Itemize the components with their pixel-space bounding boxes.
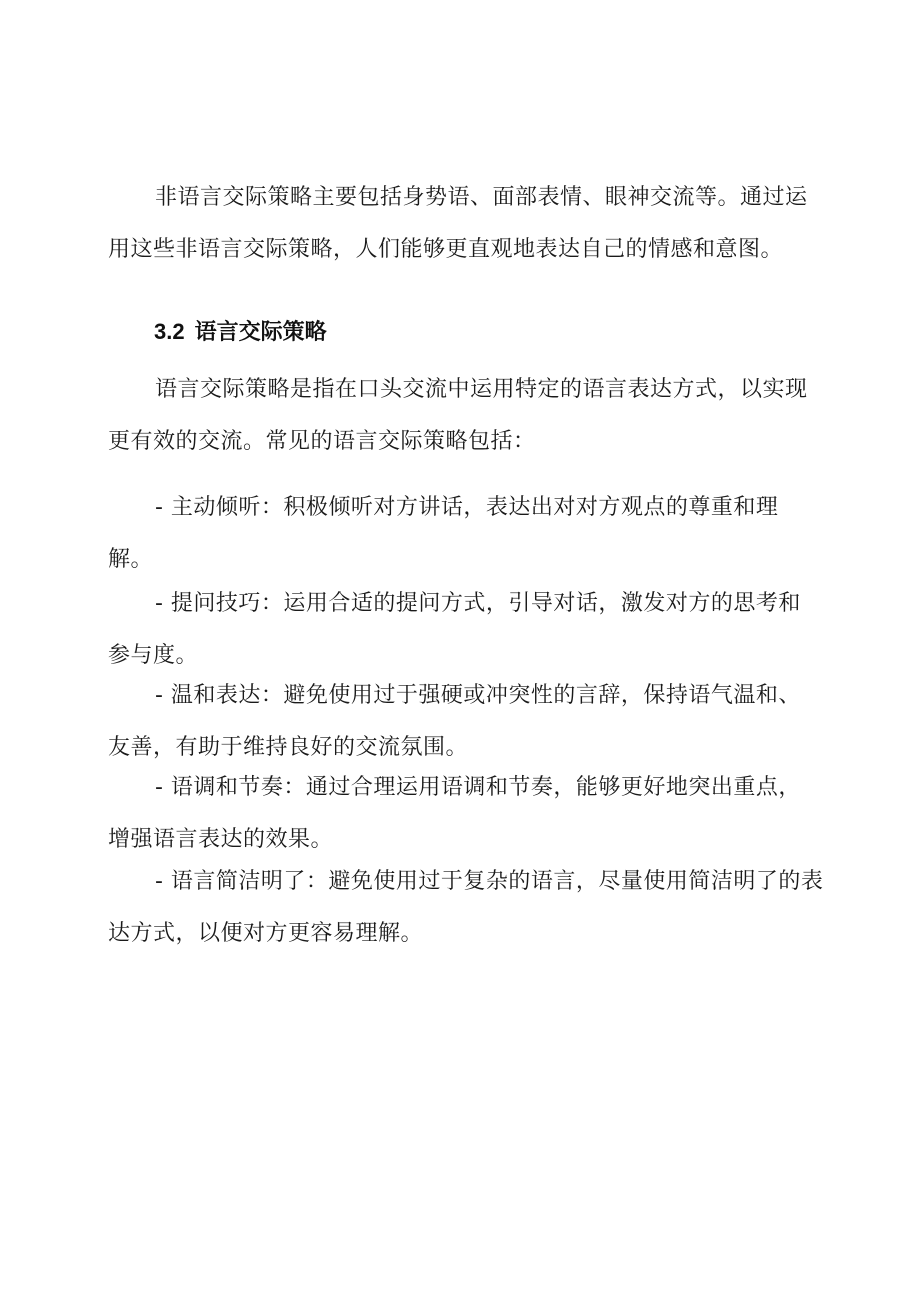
paragraph-verbal-strategies-intro: 语言交际策略是指在口头交流中运用特定的语言表达方式，以实现更有效的交流。常见的语言交际策略包括： xyxy=(108,377,808,454)
list-item-tone-and-rhythm: - 语调和节奏：通过合理运用语调和节奏，能够更好地突出重点，增强语言表达的效果。 xyxy=(108,775,801,852)
section-number: 3.2 xyxy=(154,319,185,344)
section-heading xyxy=(154,312,327,353)
list-item-questioning-skills: - 提问技巧：运用合适的提问方式，引导对话，激发对方的思考和参与度。 xyxy=(108,591,801,668)
list-item-gentle-expression: - 温和表达：避免使用过于强硬或冲突性的言辞，保持语气温和、友善，有助于维持良好的交流氛围。 xyxy=(108,683,801,760)
list-item-active-listening: - 主动倾听：积极倾听对方讲话，表达出对对方观点的尊重和理解。 xyxy=(108,495,779,572)
section-title: 语言交际策略 xyxy=(194,320,327,345)
paragraph-nonverbal-strategies: 非语言交际策略主要包括身势语、面部表情、眼神交流等。通过运用这些非语言交际策略，人们能够更直观地表达自己的情感和意图。 xyxy=(108,185,808,262)
list-item-concise-language: - 语言简洁明了：避免使用过于复杂的语言，尽量使用简洁明了的表达方式，以便对方更容易理解。 xyxy=(108,869,824,946)
